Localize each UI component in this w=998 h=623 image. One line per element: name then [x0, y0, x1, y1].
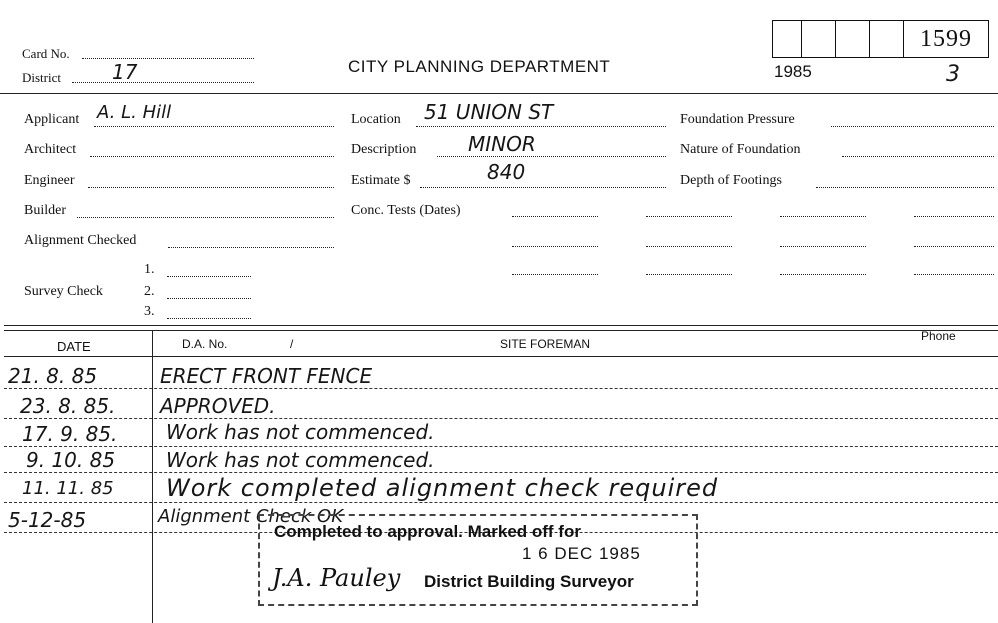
log-note: Alignment Check OK — [158, 506, 344, 527]
card-number-box — [772, 20, 989, 58]
depth-of-footings-label: Depth of Footings — [680, 173, 782, 188]
survey-item-1: 1. — [144, 262, 155, 277]
phone-header: Phone — [921, 329, 956, 343]
table-top-rule-2 — [4, 330, 998, 331]
location-value: 51 UNION ST — [424, 100, 554, 124]
alignment-checked-label: Alignment Checked — [24, 233, 137, 248]
log-note: ERECT FRONT FENCE — [160, 364, 373, 388]
district-label: District — [22, 70, 61, 85]
site-foreman-header: SITE FOREMAN — [500, 337, 591, 351]
conc-tests-label: Conc. Tests (Dates) — [351, 203, 461, 218]
table-top-rule — [4, 325, 998, 326]
log-note: Work has not commenced. — [166, 448, 435, 472]
log-date: 9. 10. 85 — [26, 448, 116, 472]
description-label: Description — [351, 142, 417, 157]
log-date: 23. 8. 85. — [20, 394, 116, 418]
header-rule — [4, 356, 998, 357]
approval-stamp — [258, 514, 698, 606]
nature-of-foundation-label: Nature of Foundation — [680, 142, 801, 157]
log-date: 17. 9. 85. — [22, 422, 118, 446]
district-value: 17 — [112, 60, 138, 84]
survey-item-2: 2. — [144, 284, 155, 299]
survey-check-label: Survey Check — [24, 284, 103, 299]
architect-label: Architect — [24, 142, 77, 157]
da-no-header: D.A. No. — [182, 337, 228, 351]
location-label: Location — [351, 112, 401, 127]
estimate-value: 840 — [487, 160, 526, 184]
description-value: MINOR — [468, 132, 536, 156]
surveyor-signature: J.A. Pauley — [272, 564, 401, 592]
applicant-label: Applicant — [24, 112, 80, 127]
log-date: 21. 8. 85 — [8, 364, 98, 388]
survey-item-3: 3. — [144, 304, 155, 319]
foundation-pressure-label: Foundation Pressure — [680, 112, 795, 127]
da-slash: / — [290, 337, 294, 351]
builder-label: Builder — [24, 203, 66, 218]
sheet-number: 3 — [946, 62, 960, 87]
date-header: DATE — [57, 339, 91, 354]
card-no-line — [82, 58, 254, 59]
log-note: Work has not commenced. — [166, 420, 435, 444]
log-note: APPROVED. — [160, 394, 276, 418]
district-line — [72, 82, 254, 83]
page-title: CITY PLANNING DEPARTMENT — [348, 57, 611, 76]
log-note: Work completed alignment check required — [166, 474, 719, 502]
stamp-date: 1 6 DEC 1985 — [522, 544, 641, 563]
card-number: 1599 — [920, 25, 972, 52]
card-no-label: Card No. — [22, 46, 70, 61]
log-date: 11. 11. 85 — [22, 478, 114, 499]
date-column-divider — [152, 330, 153, 623]
estimate-label: Estimate $ — [351, 173, 411, 188]
log-date: 5-12-85 — [8, 508, 87, 532]
year: 1985 — [774, 62, 812, 81]
stamp-line-1: Completed to approval. Marked off for — [274, 522, 581, 541]
applicant-value: A. L. Hill — [97, 102, 172, 123]
stamp-line-2: District Building Surveyor — [424, 572, 634, 591]
header-divider — [0, 93, 998, 94]
engineer-label: Engineer — [24, 173, 75, 188]
